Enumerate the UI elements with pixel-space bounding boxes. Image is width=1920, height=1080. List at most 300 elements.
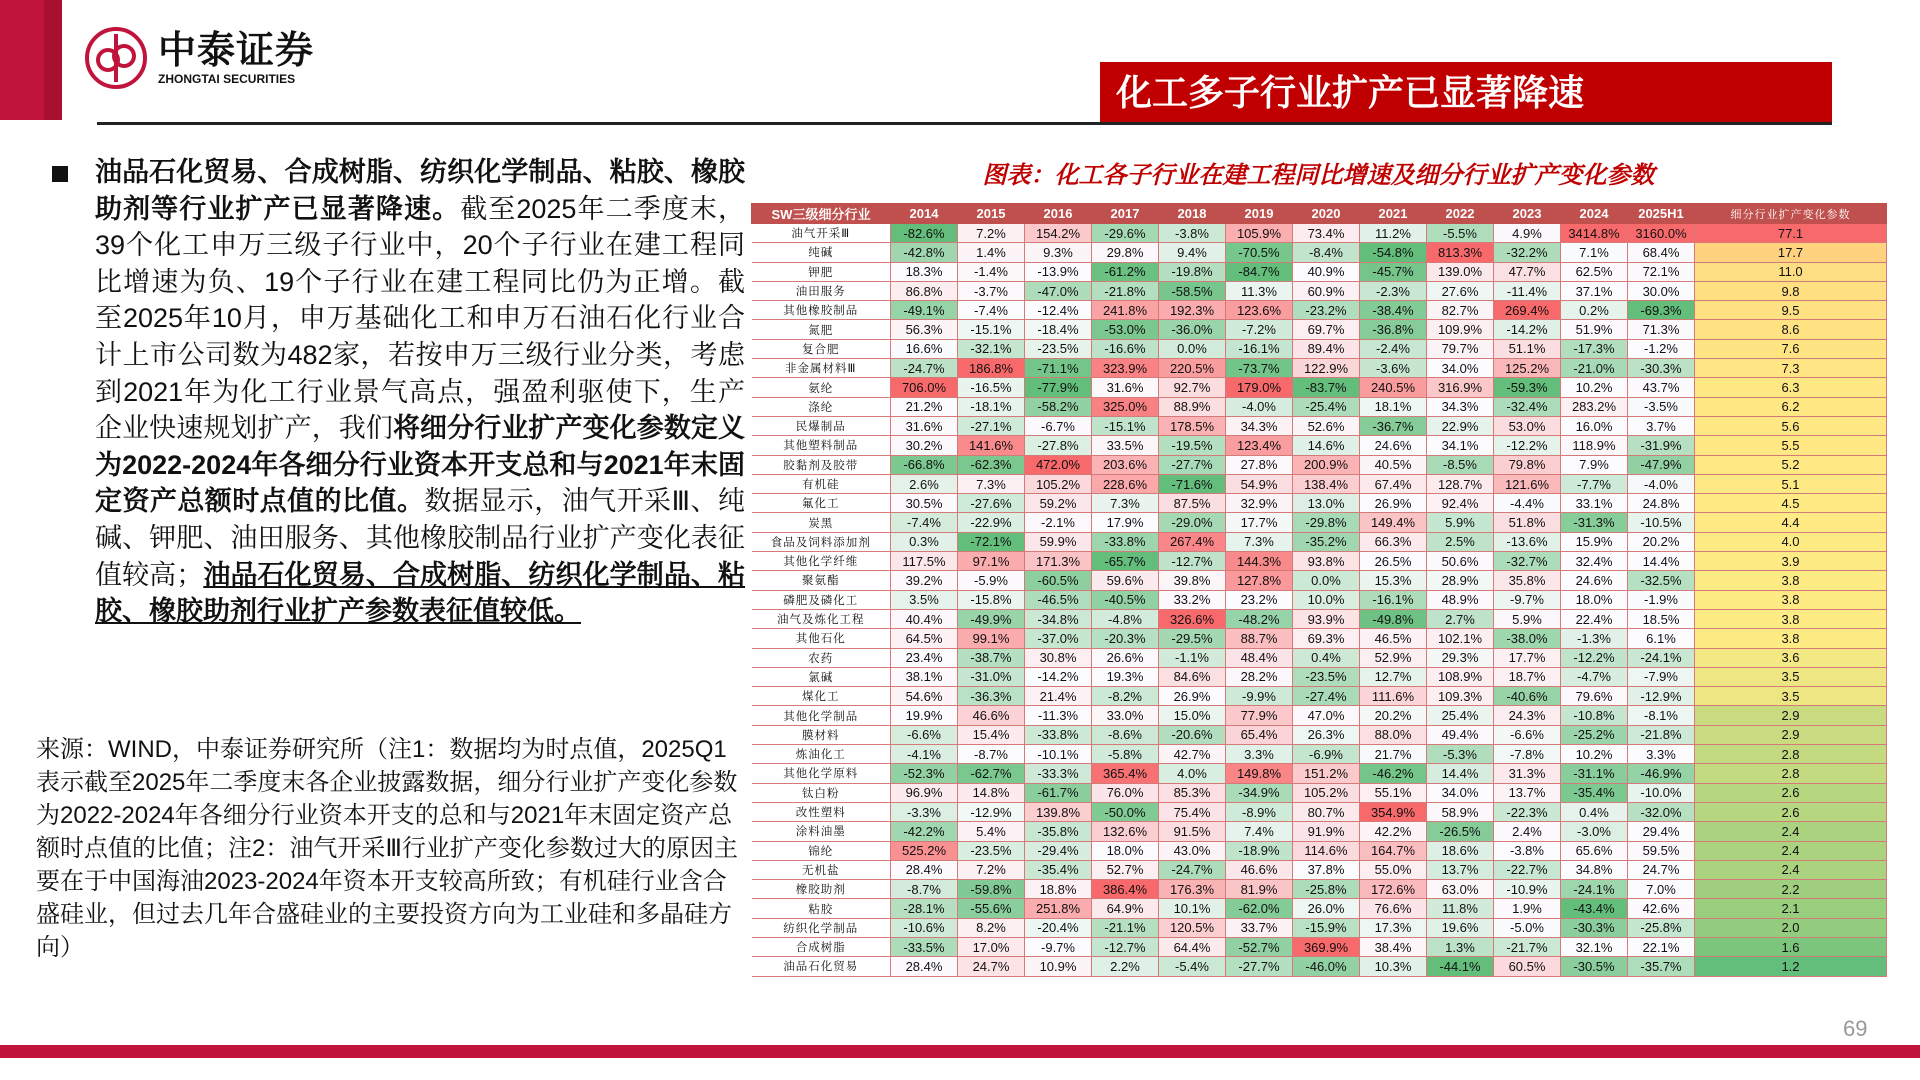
growth-value-cell: -3.8% — [1159, 224, 1226, 243]
industry-name-cell: 聚氨酯 — [752, 571, 891, 590]
growth-value-cell: 19.6% — [1427, 918, 1494, 937]
growth-value-cell: 20.2% — [1628, 532, 1695, 551]
column-header: 2024 — [1561, 204, 1628, 224]
growth-value-cell: 0.2% — [1561, 301, 1628, 320]
growth-value-cell: 7.1% — [1561, 243, 1628, 262]
industry-name-cell: 纯碱 — [752, 243, 891, 262]
growth-value-cell: 316.9% — [1427, 378, 1494, 397]
growth-value-cell: -12.7% — [1159, 552, 1226, 571]
growth-value-cell: 47.7% — [1494, 262, 1561, 281]
growth-value-cell: -54.8% — [1360, 243, 1427, 262]
growth-value-cell: -18.9% — [1226, 841, 1293, 860]
growth-value-cell: 0.0% — [1159, 339, 1226, 358]
growth-value-cell: -2.3% — [1360, 281, 1427, 300]
table-row — [752, 629, 1887, 648]
growth-value-cell: 118.9% — [1561, 436, 1628, 455]
growth-value-cell: 40.5% — [1360, 455, 1427, 474]
growth-value-cell: 55.0% — [1360, 860, 1427, 879]
table-row — [752, 841, 1887, 860]
growth-value-cell: 29.3% — [1427, 648, 1494, 667]
growth-value-cell: 9.3% — [1025, 243, 1092, 262]
growth-value-cell: -3.6% — [1360, 359, 1427, 378]
growth-value-cell: 34.3% — [1226, 416, 1293, 435]
growth-value-cell: -70.5% — [1226, 243, 1293, 262]
growth-value-cell: -46.9% — [1628, 764, 1695, 783]
growth-value-cell: -4.0% — [1628, 474, 1695, 493]
growth-value-cell: -23.5% — [1293, 667, 1360, 686]
growth-value-cell: 76.6% — [1360, 899, 1427, 918]
growth-value-cell: 92.4% — [1427, 494, 1494, 513]
growth-value-cell: 88.0% — [1360, 725, 1427, 744]
bullet-point — [52, 154, 752, 630]
growth-value-cell: 32.9% — [1226, 494, 1293, 513]
growth-value-cell: -9.7% — [1494, 590, 1561, 609]
growth-value-cell: 4.0% — [1159, 764, 1226, 783]
growth-value-cell: 43.0% — [1159, 841, 1226, 860]
growth-value-cell: 1.3% — [1427, 937, 1494, 956]
growth-value-cell: -8.9% — [1226, 802, 1293, 821]
expansion-param-cell: 4.4 — [1695, 513, 1887, 532]
column-header: 2018 — [1159, 204, 1226, 224]
growth-value-cell: 18.5% — [1628, 609, 1695, 628]
growth-value-cell: -17.3% — [1561, 339, 1628, 358]
expansion-param-cell: 2.9 — [1695, 706, 1887, 725]
growth-value-cell: -62.3% — [958, 455, 1025, 474]
table-row — [752, 957, 1887, 976]
growth-value-cell: -29.5% — [1159, 629, 1226, 648]
growth-value-cell: 64.9% — [1092, 899, 1159, 918]
industry-name-cell: 氨纶 — [752, 378, 891, 397]
growth-value-cell: 117.5% — [891, 552, 958, 571]
growth-value-cell: 14.4% — [1427, 764, 1494, 783]
growth-value-cell: 109.9% — [1427, 320, 1494, 339]
growth-value-cell: -52.7% — [1226, 937, 1293, 956]
growth-value-cell: 149.8% — [1226, 764, 1293, 783]
growth-value-cell: -21.8% — [1092, 281, 1159, 300]
logo-emblem-icon — [84, 26, 148, 90]
table-header-row — [752, 204, 1887, 224]
growth-value-cell: -27.8% — [1025, 436, 1092, 455]
growth-value-cell: 3.3% — [1226, 745, 1293, 764]
growth-value-cell: -47.0% — [1025, 281, 1092, 300]
growth-value-cell: -53.0% — [1092, 320, 1159, 339]
growth-value-cell: 27.8% — [1226, 455, 1293, 474]
growth-value-cell: -49.9% — [958, 609, 1025, 628]
expansion-param-cell: 1.2 — [1695, 957, 1887, 976]
growth-value-cell: 34.3% — [1427, 397, 1494, 416]
growth-value-cell: -77.9% — [1025, 378, 1092, 397]
growth-value-cell: -23.5% — [1025, 339, 1092, 358]
growth-value-cell: 369.9% — [1293, 937, 1360, 956]
growth-value-cell: -48.2% — [1226, 609, 1293, 628]
expansion-param-cell: 17.7 — [1695, 243, 1887, 262]
growth-value-cell: 33.5% — [1092, 436, 1159, 455]
growth-value-cell: 21.7% — [1360, 745, 1427, 764]
growth-value-cell: -72.1% — [958, 532, 1025, 551]
growth-value-cell: -22.9% — [958, 513, 1025, 532]
growth-value-cell: 240.5% — [1360, 378, 1427, 397]
growth-value-cell: -22.7% — [1494, 860, 1561, 879]
growth-value-cell: -5.3% — [1427, 745, 1494, 764]
growth-value-cell: -2.4% — [1360, 339, 1427, 358]
growth-value-cell: -31.3% — [1561, 513, 1628, 532]
growth-value-cell: 10.0% — [1293, 590, 1360, 609]
industry-name-cell: 氟化工 — [752, 494, 891, 513]
growth-value-cell: 73.4% — [1293, 224, 1360, 243]
growth-value-cell: 37.1% — [1561, 281, 1628, 300]
growth-value-cell: -10.9% — [1494, 880, 1561, 899]
growth-value-cell: 269.4% — [1494, 301, 1561, 320]
growth-value-cell: 19.3% — [1092, 667, 1159, 686]
growth-value-cell: 26.6% — [1092, 648, 1159, 667]
table-row — [752, 262, 1887, 281]
industry-name-cell: 炭黑 — [752, 513, 891, 532]
growth-value-cell: 15.4% — [958, 725, 1025, 744]
growth-value-cell: -20.4% — [1025, 918, 1092, 937]
growth-value-cell: 18.8% — [1025, 880, 1092, 899]
growth-value-cell: -4.0% — [1226, 397, 1293, 416]
growth-value-cell: -13.6% — [1494, 532, 1561, 551]
growth-value-cell: -10.8% — [1561, 706, 1628, 725]
growth-value-cell: -12.9% — [958, 802, 1025, 821]
growth-value-cell: -12.9% — [1628, 687, 1695, 706]
growth-value-cell: -7.8% — [1494, 745, 1561, 764]
growth-value-cell: 3.7% — [1628, 416, 1695, 435]
growth-value-cell: 228.6% — [1092, 474, 1159, 493]
growth-value-cell: -31.1% — [1561, 764, 1628, 783]
growth-value-cell: -4.4% — [1494, 494, 1561, 513]
growth-value-cell: -3.8% — [1494, 841, 1561, 860]
corner-accent — [0, 0, 44, 120]
growth-value-cell: 105.2% — [1025, 474, 1092, 493]
expansion-param-cell: 2.8 — [1695, 764, 1887, 783]
growth-value-cell: 13.0% — [1293, 494, 1360, 513]
growth-value-cell: -34.8% — [1025, 609, 1092, 628]
growth-value-cell: 23.4% — [891, 648, 958, 667]
growth-value-cell: -7.9% — [1628, 667, 1695, 686]
growth-value-cell: -12.2% — [1561, 648, 1628, 667]
growth-value-cell: 10.3% — [1360, 957, 1427, 976]
growth-value-cell: -37.0% — [1025, 629, 1092, 648]
growth-value-cell: 14.6% — [1293, 436, 1360, 455]
growth-value-cell: 31.3% — [1494, 764, 1561, 783]
table-row — [752, 706, 1887, 725]
growth-value-cell: 121.6% — [1494, 474, 1561, 493]
industry-name-cell: 农药 — [752, 648, 891, 667]
growth-value-cell: -14.2% — [1025, 667, 1092, 686]
growth-value-cell: 109.3% — [1427, 687, 1494, 706]
growth-value-cell: -40.5% — [1092, 590, 1159, 609]
growth-value-cell: -25.8% — [1628, 918, 1695, 937]
growth-value-cell: 37.8% — [1293, 860, 1360, 879]
growth-value-cell: -16.6% — [1092, 339, 1159, 358]
growth-value-cell: -21.7% — [1494, 937, 1561, 956]
growth-value-cell: -9.7% — [1025, 937, 1092, 956]
growth-value-cell: -10.0% — [1628, 783, 1695, 802]
expansion-param-cell: 2.6 — [1695, 783, 1887, 802]
growth-value-cell: 1.4% — [958, 243, 1025, 262]
industry-name-cell: 锦纶 — [752, 841, 891, 860]
industry-name-cell: 有机硅 — [752, 474, 891, 493]
growth-value-cell: -61.2% — [1092, 262, 1159, 281]
growth-value-cell: 13.7% — [1427, 860, 1494, 879]
expansion-param-cell: 6.3 — [1695, 378, 1887, 397]
table-row — [752, 860, 1887, 879]
growth-value-cell: -3.0% — [1561, 822, 1628, 841]
expansion-param-cell: 2.4 — [1695, 860, 1887, 879]
growth-value-cell: -1.9% — [1628, 590, 1695, 609]
expansion-param-cell: 3.8 — [1695, 609, 1887, 628]
table-row — [752, 937, 1887, 956]
growth-value-cell: 108.9% — [1427, 667, 1494, 686]
growth-value-cell: 72.1% — [1628, 262, 1695, 281]
growth-value-cell: -32.5% — [1628, 571, 1695, 590]
table-row — [752, 301, 1887, 320]
growth-value-cell: 46.6% — [958, 706, 1025, 725]
growth-value-cell: -43.4% — [1561, 899, 1628, 918]
growth-value-cell: -5.8% — [1092, 745, 1159, 764]
growth-value-cell: 65.4% — [1226, 725, 1293, 744]
industry-name-cell: 橡胶助剂 — [752, 880, 891, 899]
growth-value-cell: -27.7% — [1159, 455, 1226, 474]
growth-value-cell: 220.5% — [1159, 359, 1226, 378]
growth-value-cell: 122.9% — [1293, 359, 1360, 378]
growth-value-cell: -46.5% — [1025, 590, 1092, 609]
table-row — [752, 745, 1887, 764]
industry-name-cell: 油田服务 — [752, 281, 891, 300]
growth-value-cell: 28.4% — [891, 860, 958, 879]
table-row — [752, 436, 1887, 455]
growth-value-cell: 7.3% — [958, 474, 1025, 493]
growth-value-cell: 96.9% — [891, 783, 958, 802]
table-row — [752, 590, 1887, 609]
growth-value-cell: 67.4% — [1360, 474, 1427, 493]
growth-value-cell: 38.4% — [1360, 937, 1427, 956]
growth-value-cell: 323.9% — [1092, 359, 1159, 378]
growth-value-cell: 31.6% — [891, 416, 958, 435]
growth-value-cell: 30.8% — [1025, 648, 1092, 667]
industry-name-cell: 其他石化 — [752, 629, 891, 648]
growth-value-cell: -7.4% — [958, 301, 1025, 320]
growth-value-cell: -50.0% — [1092, 802, 1159, 821]
company-logo — [84, 26, 314, 90]
table-row — [752, 571, 1887, 590]
industry-name-cell: 其他化学原料 — [752, 764, 891, 783]
expansion-param-cell: 2.4 — [1695, 822, 1887, 841]
industry-name-cell: 其他橡胶制品 — [752, 301, 891, 320]
column-header: 2025H1 — [1628, 204, 1695, 224]
growth-value-cell: 4.9% — [1494, 224, 1561, 243]
growth-value-cell: -33.5% — [891, 937, 958, 956]
growth-value-cell: 33.0% — [1092, 706, 1159, 725]
growth-value-cell: -20.3% — [1092, 629, 1159, 648]
growth-value-cell: -10.6% — [891, 918, 958, 937]
table-row — [752, 320, 1887, 339]
growth-value-cell: 33.7% — [1226, 918, 1293, 937]
growth-value-cell: 48.9% — [1427, 590, 1494, 609]
growth-value-cell: -69.3% — [1628, 301, 1695, 320]
growth-value-cell: -4.1% — [891, 745, 958, 764]
growth-value-cell: 58.9% — [1427, 802, 1494, 821]
growth-value-cell: 3.3% — [1628, 745, 1695, 764]
growth-value-cell: -8.1% — [1628, 706, 1695, 725]
growth-value-cell: 3414.8% — [1561, 224, 1628, 243]
growth-value-cell: 6.1% — [1628, 629, 1695, 648]
growth-value-cell: -14.2% — [1494, 320, 1561, 339]
growth-value-cell: 114.6% — [1293, 841, 1360, 860]
growth-value-cell: 32.1% — [1561, 937, 1628, 956]
expansion-param-cell: 9.5 — [1695, 301, 1887, 320]
growth-value-cell: 203.6% — [1092, 455, 1159, 474]
growth-value-cell: -10.1% — [1025, 745, 1092, 764]
industry-name-cell: 胶黏剂及胶带 — [752, 455, 891, 474]
industry-name-cell: 油品石化贸易 — [752, 957, 891, 976]
column-header: 2019 — [1226, 204, 1293, 224]
growth-value-cell: 18.0% — [1092, 841, 1159, 860]
growth-value-cell: -24.1% — [1561, 880, 1628, 899]
expansion-param-cell: 11.0 — [1695, 262, 1887, 281]
growth-value-cell: 54.9% — [1226, 474, 1293, 493]
growth-value-cell: -36.7% — [1360, 416, 1427, 435]
expansion-param-cell: 5.6 — [1695, 416, 1887, 435]
growth-value-cell: 12.7% — [1360, 667, 1427, 686]
corner-accent-dark — [44, 0, 62, 120]
growth-value-cell: 34.1% — [1427, 436, 1494, 455]
growth-value-cell: 33.2% — [1159, 590, 1226, 609]
growth-value-cell: -19.5% — [1159, 436, 1226, 455]
growth-value-cell: 30.2% — [891, 436, 958, 455]
growth-value-cell: 49.4% — [1427, 725, 1494, 744]
growth-value-cell: 186.8% — [958, 359, 1025, 378]
growth-value-cell: -1.3% — [1561, 629, 1628, 648]
growth-value-cell: -35.4% — [1025, 860, 1092, 879]
growth-value-cell: 29.8% — [1092, 243, 1159, 262]
growth-value-cell: -18.4% — [1025, 320, 1092, 339]
growth-value-cell: 79.6% — [1561, 687, 1628, 706]
growth-value-cell: 18.7% — [1494, 667, 1561, 686]
growth-value-cell: 7.2% — [958, 224, 1025, 243]
growth-value-cell: 51.8% — [1494, 513, 1561, 532]
growth-value-cell: -45.7% — [1360, 262, 1427, 281]
growth-value-cell: -5.5% — [1427, 224, 1494, 243]
growth-value-cell: -4.7% — [1561, 667, 1628, 686]
growth-value-cell: 7.3% — [1092, 494, 1159, 513]
growth-value-cell: 27.6% — [1427, 281, 1494, 300]
bullet-text — [95, 154, 745, 630]
growth-value-cell: 9.4% — [1159, 243, 1226, 262]
growth-value-cell: 241.8% — [1092, 301, 1159, 320]
growth-value-cell: 7.2% — [958, 860, 1025, 879]
growth-value-cell: -15.1% — [1092, 416, 1159, 435]
growth-value-cell: -32.0% — [1628, 802, 1695, 821]
growth-value-cell: 91.9% — [1293, 822, 1360, 841]
growth-value-cell: 19.9% — [891, 706, 958, 725]
table-row — [752, 455, 1887, 474]
growth-value-cell: 34.0% — [1427, 783, 1494, 802]
growth-value-cell: 10.9% — [1025, 957, 1092, 976]
table-row — [752, 667, 1887, 686]
growth-value-cell: 139.0% — [1427, 262, 1494, 281]
growth-value-cell: -27.7% — [1226, 957, 1293, 976]
growth-value-cell: -82.6% — [891, 224, 958, 243]
industry-name-cell: 民爆制品 — [752, 416, 891, 435]
growth-value-cell: 1.9% — [1494, 899, 1561, 918]
growth-value-cell: 82.7% — [1427, 301, 1494, 320]
growth-value-cell: 11.8% — [1427, 899, 1494, 918]
growth-value-cell: 34.0% — [1427, 359, 1494, 378]
growth-value-cell: -5.9% — [958, 571, 1025, 590]
growth-value-cell: 24.8% — [1628, 494, 1695, 513]
expansion-param-cell: 3.5 — [1695, 667, 1887, 686]
expansion-param-cell: 7.3 — [1695, 359, 1887, 378]
growth-value-cell: -27.6% — [958, 494, 1025, 513]
growth-value-cell: -22.3% — [1494, 802, 1561, 821]
growth-value-cell: 2.2% — [1092, 957, 1159, 976]
growth-value-cell: -40.6% — [1494, 687, 1561, 706]
growth-value-cell: -71.1% — [1025, 359, 1092, 378]
growth-value-cell: 325.0% — [1092, 397, 1159, 416]
growth-value-cell: -36.0% — [1159, 320, 1226, 339]
growth-value-cell: -46.0% — [1293, 957, 1360, 976]
growth-value-cell: 7.0% — [1628, 880, 1695, 899]
expansion-param-cell: 2.8 — [1695, 745, 1887, 764]
growth-value-cell: 88.7% — [1226, 629, 1293, 648]
growth-value-cell: -36.8% — [1360, 320, 1427, 339]
industry-table — [751, 203, 1887, 977]
expansion-param-cell: 8.6 — [1695, 320, 1887, 339]
growth-value-cell: 60.5% — [1494, 957, 1561, 976]
growth-value-cell: -66.8% — [891, 455, 958, 474]
growth-value-cell: -84.7% — [1226, 262, 1293, 281]
growth-value-cell: -10.5% — [1628, 513, 1695, 532]
industry-name-cell: 磷肥及磷化工 — [752, 590, 891, 609]
bullet-segment-body: 截至2025年二季度末，39个化工申万三级子行业中，20个子行业在建工程同比增速为负、19个子行业在建工程同比仍为正增。截至2025年10月，申万基础化工和申万石油石化行业合计上市公司数为482家，若按申万三级行业分类，考虑到2021年为化工行业景气高点，强盈利驱使下，生产企业快速规划扩产，我们 — [95, 193, 745, 444]
industry-name-cell: 纺织化学制品 — [752, 918, 891, 937]
growth-value-cell: 59.6% — [1092, 571, 1159, 590]
growth-value-cell: 3.5% — [891, 590, 958, 609]
table-row — [752, 474, 1887, 493]
expansion-param-cell: 3.6 — [1695, 648, 1887, 667]
growth-value-cell: 33.1% — [1561, 494, 1628, 513]
growth-value-cell: 149.4% — [1360, 513, 1427, 532]
growth-value-cell: -3.3% — [891, 802, 958, 821]
growth-value-cell: -7.2% — [1226, 320, 1293, 339]
growth-value-cell: -24.7% — [891, 359, 958, 378]
growth-value-cell: -29.4% — [1025, 841, 1092, 860]
growth-value-cell: 123.4% — [1226, 436, 1293, 455]
page-number: 69 — [1843, 1016, 1868, 1041]
expansion-param-cell: 1.6 — [1695, 937, 1887, 956]
industry-name-cell: 粘胶 — [752, 899, 891, 918]
growth-value-cell: 20.2% — [1360, 706, 1427, 725]
growth-value-cell: 97.1% — [958, 552, 1025, 571]
growth-value-cell: 16.6% — [891, 339, 958, 358]
growth-value-cell: -6.6% — [891, 725, 958, 744]
table-row — [752, 764, 1887, 783]
growth-value-cell: 14.8% — [958, 783, 1025, 802]
growth-value-cell: 28.9% — [1427, 571, 1494, 590]
industry-name-cell: 油气及炼化工程 — [752, 609, 891, 628]
growth-value-cell: 39.2% — [891, 571, 958, 590]
growth-value-cell: 40.4% — [891, 609, 958, 628]
growth-value-cell: -21.8% — [1628, 725, 1695, 744]
chart-title: 图表：化工各子行业在建工程同比增速及细分行业扩产变化参数 — [982, 162, 1655, 189]
industry-name-cell: 无机盐 — [752, 860, 891, 879]
growth-value-cell: -8.7% — [958, 745, 1025, 764]
growth-value-cell: 84.6% — [1159, 667, 1226, 686]
growth-value-cell: -23.5% — [958, 841, 1025, 860]
growth-value-cell: 28.2% — [1226, 667, 1293, 686]
